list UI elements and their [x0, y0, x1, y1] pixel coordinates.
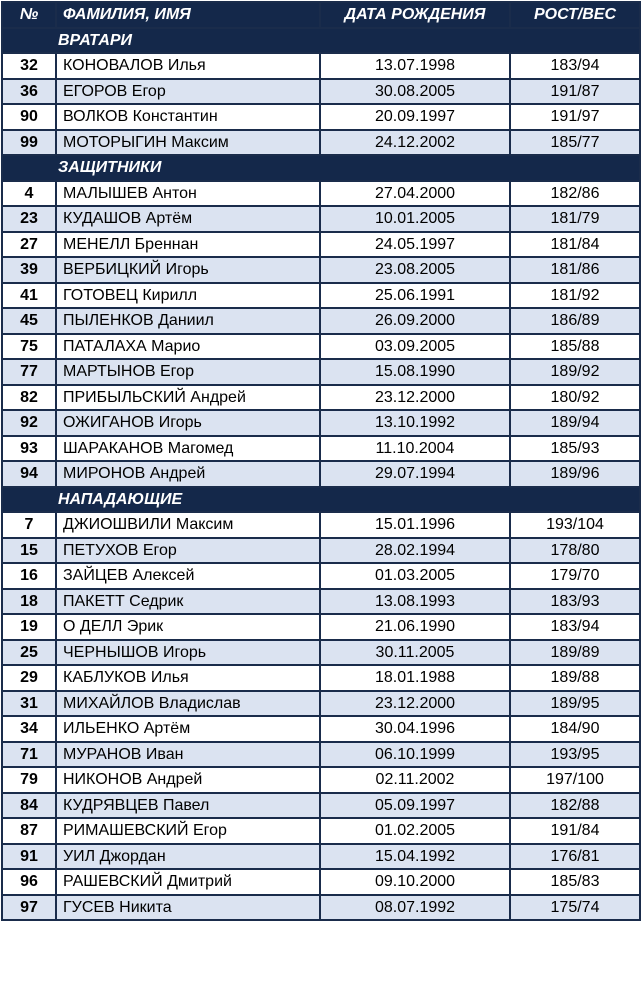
player-number: 82 — [2, 385, 56, 411]
player-birthdate: 23.08.2005 — [320, 257, 510, 283]
player-name: О ДЕЛЛ Эрик — [56, 614, 320, 640]
player-name: КУДАШОВ Артём — [56, 206, 320, 232]
player-name: ИЛЬЕНКО Артём — [56, 716, 320, 742]
player-name: ЗАЙЦЕВ Алексей — [56, 563, 320, 589]
player-birthdate: 30.11.2005 — [320, 640, 510, 666]
player-row — [2, 308, 640, 334]
player-name: МИРОНОВ Андрей — [56, 461, 320, 487]
player-height-weight: 189/92 — [510, 359, 640, 385]
player-number: 15 — [2, 538, 56, 564]
player-name: ПАТАЛАХА Марио — [56, 334, 320, 360]
column-header-number: № — [2, 2, 56, 28]
player-number: 75 — [2, 334, 56, 360]
roster-table — [1, 1, 641, 921]
player-row — [2, 79, 640, 105]
player-height-weight: 186/89 — [510, 308, 640, 334]
player-name: ГУСЕВ Никита — [56, 895, 320, 921]
player-row — [2, 895, 640, 921]
player-number: 45 — [2, 308, 56, 334]
player-height-weight: 185/83 — [510, 869, 640, 895]
player-row — [2, 767, 640, 793]
player-birthdate: 01.02.2005 — [320, 818, 510, 844]
player-height-weight: 183/93 — [510, 589, 640, 615]
player-birthdate: 02.11.2002 — [320, 767, 510, 793]
player-number: 31 — [2, 691, 56, 717]
player-row — [2, 436, 640, 462]
player-row — [2, 232, 640, 258]
player-birthdate: 23.12.2000 — [320, 691, 510, 717]
player-birthdate: 24.12.2002 — [320, 130, 510, 156]
player-row — [2, 614, 640, 640]
player-number: 27 — [2, 232, 56, 258]
section-header-row — [2, 487, 640, 513]
player-name: ПЫЛЕНКОВ Даниил — [56, 308, 320, 334]
player-name: ПЕТУХОВ Егор — [56, 538, 320, 564]
player-number: 19 — [2, 614, 56, 640]
player-row — [2, 206, 640, 232]
player-birthdate: 13.07.1998 — [320, 53, 510, 79]
player-height-weight: 183/94 — [510, 53, 640, 79]
player-birthdate: 30.04.1996 — [320, 716, 510, 742]
player-birthdate: 10.01.2005 — [320, 206, 510, 232]
player-row — [2, 334, 640, 360]
player-birthdate: 20.09.1997 — [320, 104, 510, 130]
player-height-weight: 178/80 — [510, 538, 640, 564]
player-height-weight: 176/81 — [510, 844, 640, 870]
player-number: 18 — [2, 589, 56, 615]
player-height-weight: 191/84 — [510, 818, 640, 844]
header-row — [2, 2, 640, 28]
player-name: ЧЕРНЫШОВ Игорь — [56, 640, 320, 666]
player-row — [2, 461, 640, 487]
player-birthdate: 05.09.1997 — [320, 793, 510, 819]
player-number: 36 — [2, 79, 56, 105]
player-number: 96 — [2, 869, 56, 895]
player-number: 41 — [2, 283, 56, 309]
player-row — [2, 512, 640, 538]
player-birthdate: 23.12.2000 — [320, 385, 510, 411]
player-number: 32 — [2, 53, 56, 79]
player-number: 71 — [2, 742, 56, 768]
section-title: ВРАТАРИ — [2, 28, 640, 54]
player-name: УИЛ Джордан — [56, 844, 320, 870]
player-height-weight: 182/88 — [510, 793, 640, 819]
player-name: НИКОНОВ Андрей — [56, 767, 320, 793]
player-height-weight: 185/77 — [510, 130, 640, 156]
player-name: ПРИБЫЛЬСКИЙ Андрей — [56, 385, 320, 411]
player-row — [2, 640, 640, 666]
player-name: ГОТОВЕЦ Кирилл — [56, 283, 320, 309]
player-height-weight: 185/88 — [510, 334, 640, 360]
player-row — [2, 589, 640, 615]
player-height-weight: 191/87 — [510, 79, 640, 105]
player-birthdate: 08.07.1992 — [320, 895, 510, 921]
player-row — [2, 538, 640, 564]
player-birthdate: 13.08.1993 — [320, 589, 510, 615]
player-height-weight: 181/86 — [510, 257, 640, 283]
player-row — [2, 283, 640, 309]
player-birthdate: 27.04.2000 — [320, 181, 510, 207]
player-height-weight: 189/96 — [510, 461, 640, 487]
player-number: 84 — [2, 793, 56, 819]
player-birthdate: 24.05.1997 — [320, 232, 510, 258]
player-name: ДЖИОШВИЛИ Максим — [56, 512, 320, 538]
player-name: МАЛЫШЕВ Антон — [56, 181, 320, 207]
player-row — [2, 844, 640, 870]
column-header-dob: ДАТА РОЖДЕНИЯ — [320, 2, 510, 28]
player-height-weight: 189/95 — [510, 691, 640, 717]
player-height-weight: 191/97 — [510, 104, 640, 130]
section-header-row — [2, 28, 640, 54]
player-name: МУРАНОВ Иван — [56, 742, 320, 768]
player-height-weight: 183/94 — [510, 614, 640, 640]
player-birthdate: 03.09.2005 — [320, 334, 510, 360]
player-row — [2, 130, 640, 156]
column-header-height-weight: РОСТ/ВЕС — [510, 2, 640, 28]
player-row — [2, 385, 640, 411]
player-number: 91 — [2, 844, 56, 870]
column-header-name: ФАМИЛИЯ, ИМЯ — [56, 2, 320, 28]
section-title: НАПАДАЮЩИЕ — [2, 487, 640, 513]
player-number: 7 — [2, 512, 56, 538]
player-name: ШАРАКАНОВ Магомед — [56, 436, 320, 462]
player-row — [2, 257, 640, 283]
player-name: ОЖИГАНОВ Игорь — [56, 410, 320, 436]
player-name: ПАКЕТТ Седрик — [56, 589, 320, 615]
player-number: 90 — [2, 104, 56, 130]
player-height-weight: 182/86 — [510, 181, 640, 207]
roster-body — [2, 28, 640, 921]
player-birthdate: 25.06.1991 — [320, 283, 510, 309]
player-number: 93 — [2, 436, 56, 462]
section-title: ЗАЩИТНИКИ — [2, 155, 640, 181]
player-row — [2, 742, 640, 768]
player-row — [2, 716, 640, 742]
player-name: МАРТЫНОВ Егор — [56, 359, 320, 385]
player-name: ВОЛКОВ Константин — [56, 104, 320, 130]
player-row — [2, 359, 640, 385]
player-birthdate: 15.01.1996 — [320, 512, 510, 538]
player-number: 79 — [2, 767, 56, 793]
player-name: МЕНЕЛЛ Бреннан — [56, 232, 320, 258]
player-height-weight: 193/95 — [510, 742, 640, 768]
player-birthdate: 30.08.2005 — [320, 79, 510, 105]
player-name: ВЕРБИЦКИЙ Игорь — [56, 257, 320, 283]
player-height-weight: 189/94 — [510, 410, 640, 436]
player-name: КОНОВАЛОВ Илья — [56, 53, 320, 79]
player-name: КУДРЯВЦЕВ Павел — [56, 793, 320, 819]
player-number: 25 — [2, 640, 56, 666]
player-birthdate: 21.06.1990 — [320, 614, 510, 640]
player-number: 99 — [2, 130, 56, 156]
player-number: 29 — [2, 665, 56, 691]
player-number: 4 — [2, 181, 56, 207]
player-height-weight: 181/84 — [510, 232, 640, 258]
player-birthdate: 01.03.2005 — [320, 563, 510, 589]
player-height-weight: 193/104 — [510, 512, 640, 538]
player-number: 16 — [2, 563, 56, 589]
player-number: 39 — [2, 257, 56, 283]
player-birthdate: 26.09.2000 — [320, 308, 510, 334]
player-number: 34 — [2, 716, 56, 742]
player-height-weight: 181/92 — [510, 283, 640, 309]
player-height-weight: 181/79 — [510, 206, 640, 232]
section-header-row — [2, 155, 640, 181]
player-height-weight: 175/74 — [510, 895, 640, 921]
player-name: РАШЕВСКИЙ Дмитрий — [56, 869, 320, 895]
player-birthdate: 18.01.1988 — [320, 665, 510, 691]
player-height-weight: 189/88 — [510, 665, 640, 691]
player-name: МОТОРЫГИН Максим — [56, 130, 320, 156]
player-name: КАБЛУКОВ Илья — [56, 665, 320, 691]
player-row — [2, 793, 640, 819]
player-birthdate: 28.02.1994 — [320, 538, 510, 564]
player-height-weight: 185/93 — [510, 436, 640, 462]
player-height-weight: 189/89 — [510, 640, 640, 666]
player-height-weight: 184/90 — [510, 716, 640, 742]
player-number: 94 — [2, 461, 56, 487]
player-number: 92 — [2, 410, 56, 436]
player-birthdate: 15.04.1992 — [320, 844, 510, 870]
player-height-weight: 197/100 — [510, 767, 640, 793]
player-row — [2, 818, 640, 844]
player-name: ЕГОРОВ Егор — [56, 79, 320, 105]
player-name: МИХАЙЛОВ Владислав — [56, 691, 320, 717]
player-birthdate: 11.10.2004 — [320, 436, 510, 462]
player-row — [2, 410, 640, 436]
player-number: 23 — [2, 206, 56, 232]
player-number: 87 — [2, 818, 56, 844]
player-row — [2, 104, 640, 130]
player-row — [2, 869, 640, 895]
player-birthdate: 13.10.1992 — [320, 410, 510, 436]
player-row — [2, 691, 640, 717]
player-number: 77 — [2, 359, 56, 385]
player-birthdate: 06.10.1999 — [320, 742, 510, 768]
player-birthdate: 29.07.1994 — [320, 461, 510, 487]
player-height-weight: 180/92 — [510, 385, 640, 411]
player-row — [2, 181, 640, 207]
player-birthdate: 15.08.1990 — [320, 359, 510, 385]
player-row — [2, 53, 640, 79]
player-number: 97 — [2, 895, 56, 921]
player-height-weight: 179/70 — [510, 563, 640, 589]
player-row — [2, 665, 640, 691]
player-birthdate: 09.10.2000 — [320, 869, 510, 895]
player-name: РИМАШЕВСКИЙ Егор — [56, 818, 320, 844]
player-row — [2, 563, 640, 589]
